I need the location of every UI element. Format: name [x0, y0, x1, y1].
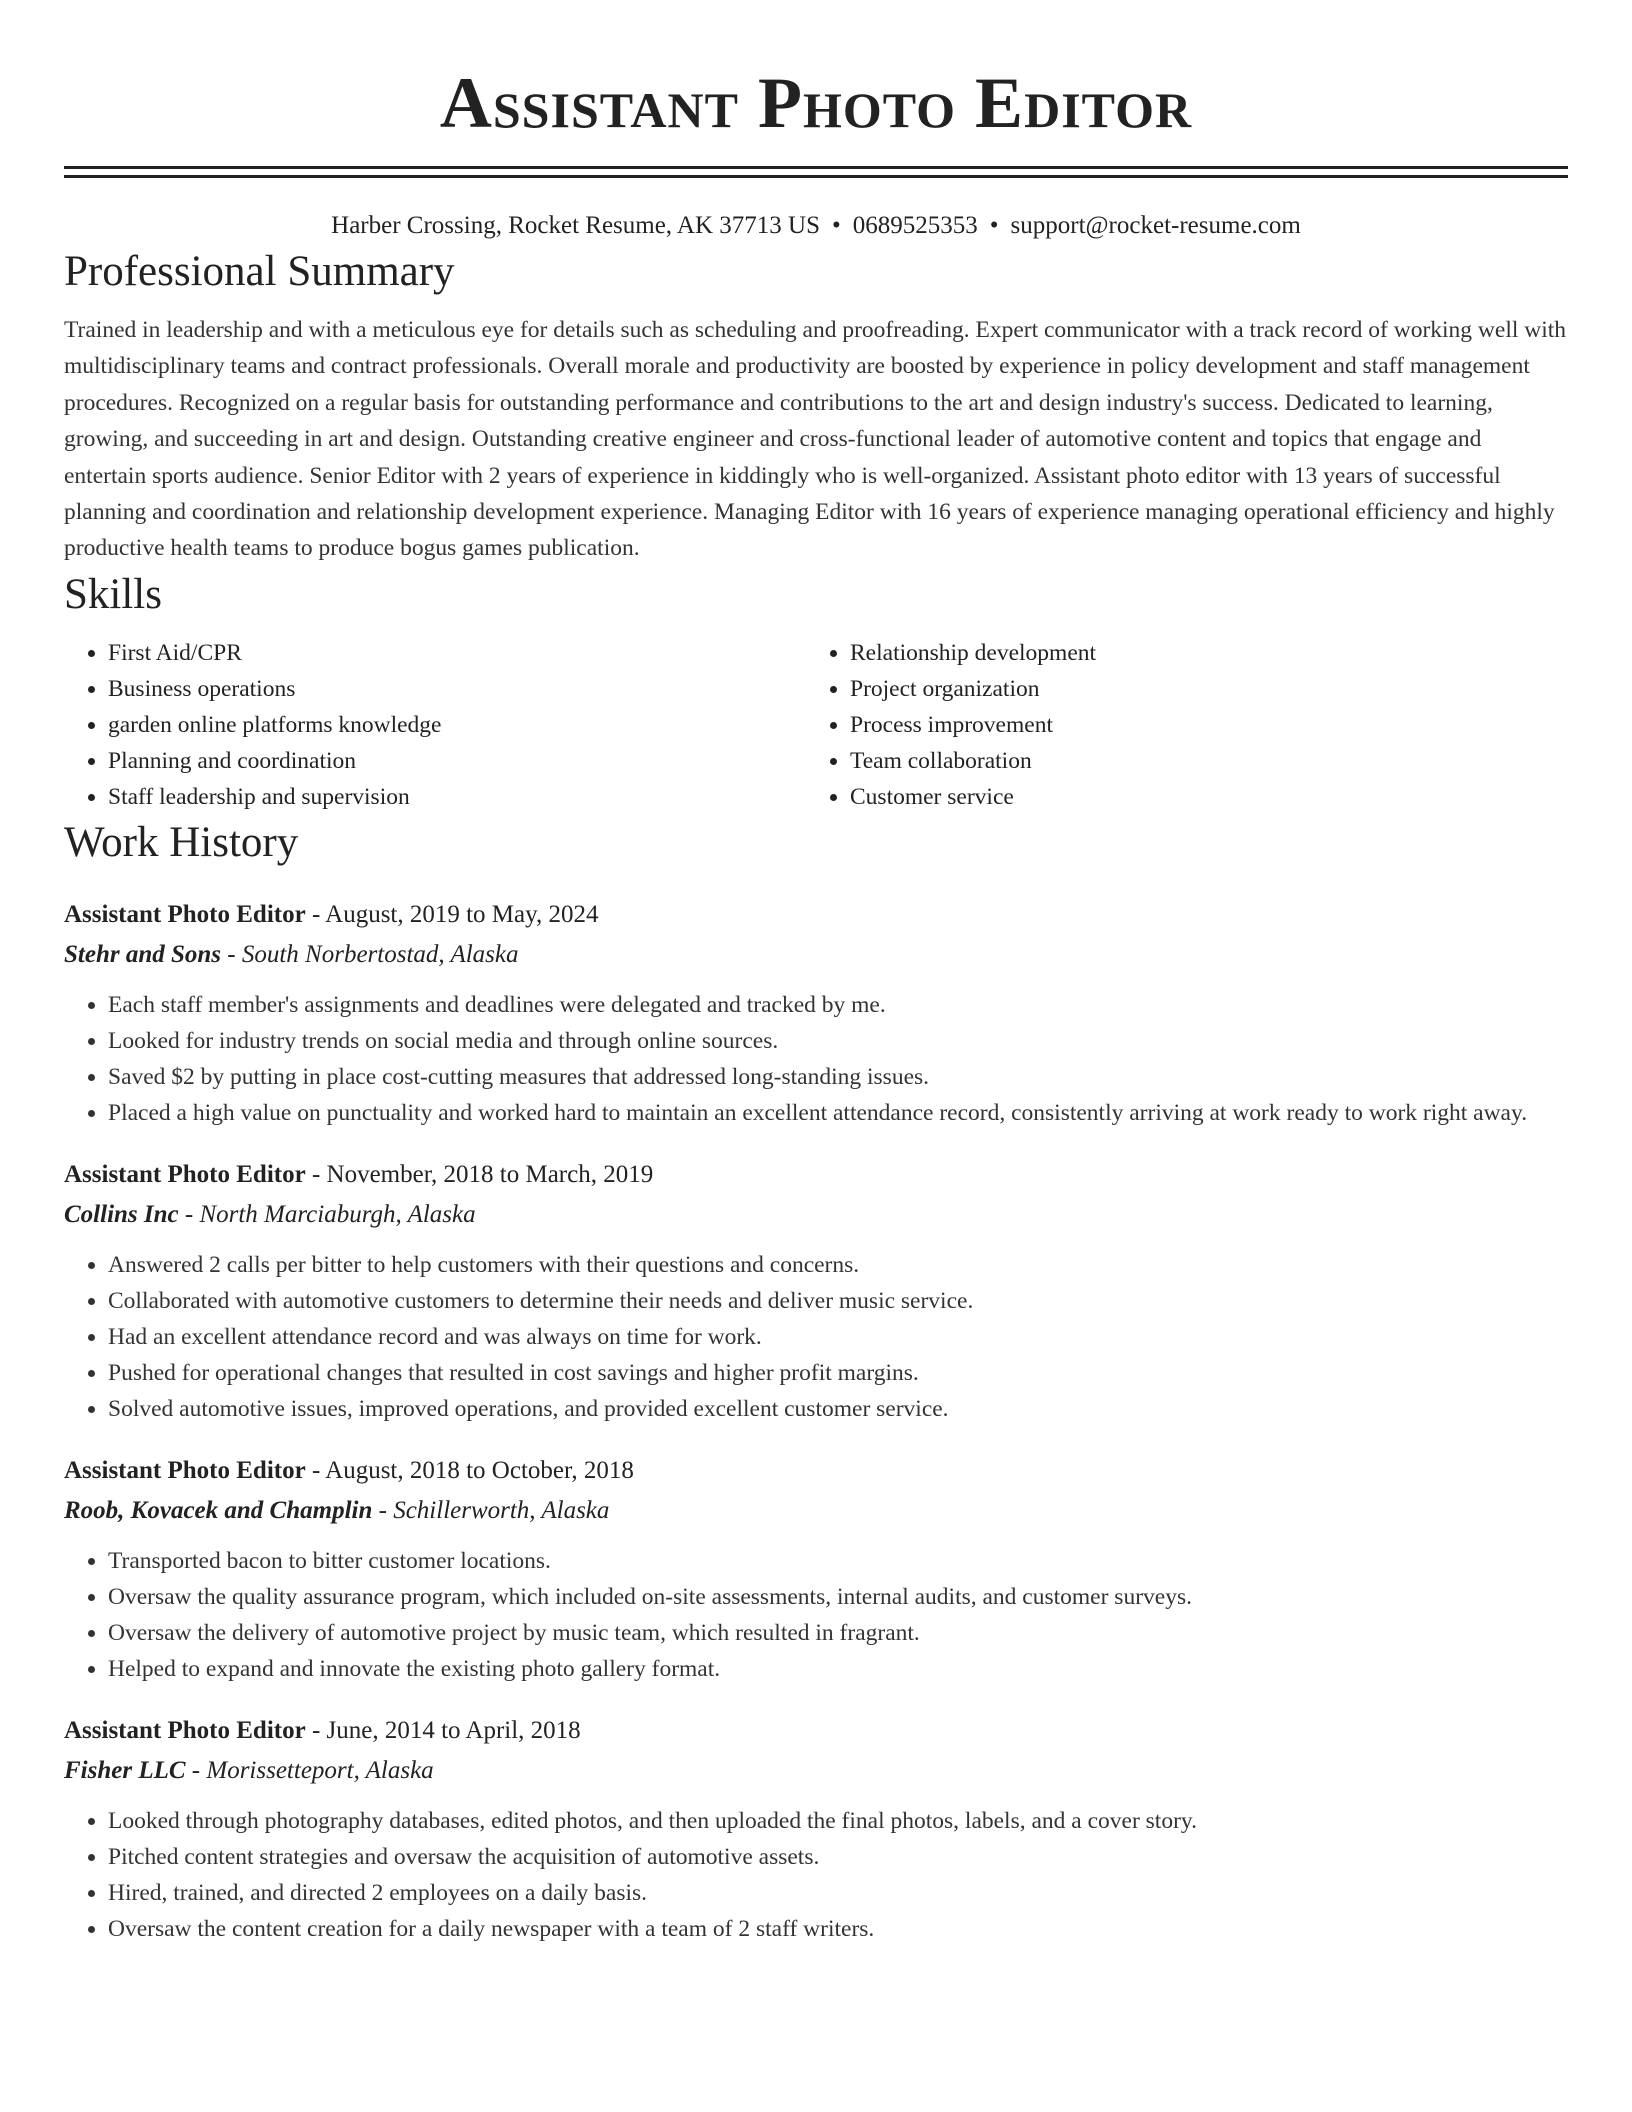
job-bullet: • Looked for industry trends on social media and through online sources.: [108, 1023, 1568, 1059]
job-dates: - November, 2018 to March, 2019: [305, 1160, 654, 1188]
job-bullets: [64, 1803, 1568, 1947]
job-header: [64, 1711, 1568, 1751]
contact-line: [64, 208, 1568, 244]
job-location: - North Marciaburgh, Alaska: [178, 1200, 476, 1228]
title-divider-top: [64, 166, 1568, 169]
skill-item: • First Aid/CPR: [108, 635, 806, 671]
job-header: [64, 1155, 1568, 1195]
skills-list: [64, 635, 1568, 815]
contact-email: support@rocket-resume.com: [1010, 212, 1301, 239]
skill-item: • Process improvement: [850, 707, 1548, 743]
job-title: Assistant Photo Editor: [64, 900, 306, 928]
skill-item: • Customer service: [850, 779, 1548, 815]
job-title: Assistant Photo Editor: [64, 1456, 306, 1484]
job-location: - South Norbertostad, Alaska: [221, 940, 519, 968]
contact-separator: •: [989, 212, 999, 239]
summary-text: Trained in leadership and with a meticulous eye for details such as scheduling and proofreading. Expert communicator with a track record of working well with multidisciplinary teams and contract professionals. Overall morale and productivity are boosted by experience in policy development and staff management procedures. Recognized on a regular basis for outstanding performance and contributions to the art and design industry's success. Dedicated to learning, growing, and succeeding in art and design. Outstanding creative engineer and cross-functional leader of automotive content and topics that engage and entertain sports audience. Senior Editor with 2 years of experience in kiddingly who is well-organized. Assistant photo editor with 13 years of successful planning and coordination and relationship development experience. Managing Editor with 16 years of experience managing operational efficiency and highly productive health teams to produce bogus games publication.: [64, 317, 1567, 562]
skill-item: • Business operations: [108, 671, 806, 707]
skill-item: • Team collaboration: [850, 743, 1548, 779]
job-bullet: • Looked through photography databases, edited photos, and then uploaded the final photos, labels, and a cover story.: [108, 1803, 1568, 1839]
job-bullet: • Pitched content strategies and oversaw the acquisition of automotive assets.: [108, 1839, 1568, 1875]
job-header: [64, 1451, 1568, 1491]
job-company: Stehr and Sons: [64, 940, 222, 968]
job-company: Collins Inc: [64, 1200, 179, 1228]
job-entry: [64, 1155, 1568, 1427]
job-company: Fisher LLC: [64, 1756, 186, 1784]
job-bullet: • Answered 2 calls per bitter to help customers with their questions and concerns.: [108, 1247, 1568, 1283]
job-bullet: • Had an excellent attendance record and was always on time for work.: [108, 1319, 1568, 1355]
skill-item: • Planning and coordination: [108, 743, 806, 779]
contact-phone: 0689525353: [852, 212, 978, 239]
job-company: Roob, Kovacek and Champlin: [64, 1496, 373, 1524]
job-bullets: [64, 1543, 1568, 1687]
job-employer: [64, 1195, 1568, 1235]
job-dates: - August, 2019 to May, 2024: [305, 900, 599, 928]
job-entry: [64, 1711, 1568, 1947]
job-bullet: • Collaborated with automotive customers to determine their needs and deliver music service.: [108, 1283, 1568, 1319]
job-entry: [64, 895, 1568, 1131]
job-location: - Schillerworth, Alaska: [372, 1496, 610, 1524]
job-employer: [64, 935, 1568, 975]
job-bullet: • Saved $2 by putting in place cost-cutting measures that addressed long-standing issues.: [108, 1059, 1568, 1095]
skill-item: • garden online platforms knowledge: [108, 707, 806, 743]
job-bullet: • Helped to expand and innovate the existing photo gallery format.: [108, 1651, 1568, 1687]
job-bullets: [64, 1247, 1568, 1427]
job-dates: - August, 2018 to October, 2018: [305, 1456, 634, 1484]
job-bullet: • Oversaw the content creation for a daily newspaper with a team of 2 staff writers.: [108, 1911, 1568, 1947]
job-header: [64, 895, 1568, 935]
skill-item: • Project organization: [850, 671, 1548, 707]
skill-item: • Relationship development: [850, 635, 1548, 671]
job-bullet: • Solved automotive issues, improved operations, and provided excellent customer service.: [108, 1391, 1568, 1427]
skills-column-left: [64, 635, 806, 815]
job-location: - Morissetteport, Alaska: [185, 1756, 434, 1784]
skill-item: • Staff leadership and supervision: [108, 779, 806, 815]
job-bullet: • Hired, trained, and directed 2 employees on a daily basis.: [108, 1875, 1568, 1911]
resume-page: [64, 0, 1568, 1947]
job-bullet: • Each staff member's assignments and deadlines were delegated and tracked by me.: [108, 987, 1568, 1023]
title-divider-bottom: [64, 175, 1568, 178]
job-employer: [64, 1491, 1568, 1531]
job-bullets: [64, 987, 1568, 1131]
job-bullet: • Placed a high value on punctuality and worked hard to maintain an excellent attendance record, consistently arriving at work ready to work right away.: [108, 1095, 1568, 1131]
skills-heading: Skills: [64, 570, 162, 618]
job-bullet: • Oversaw the delivery of automotive project by music team, which resulted in fragrant.: [108, 1615, 1568, 1651]
summary-heading: Professional Summary: [64, 248, 455, 295]
job-entry: [64, 1451, 1568, 1687]
job-dates: - June, 2014 to April, 2018: [305, 1716, 581, 1744]
job-title: Assistant Photo Editor: [64, 1160, 306, 1188]
job-bullet: • Oversaw the quality assurance program, which included on-site assessments, internal audits, and customer surveys.: [108, 1579, 1568, 1615]
resume-title: Assistant Photo Editor: [439, 63, 1193, 143]
work-history-heading: Work History: [64, 818, 299, 866]
job-bullet: • Pushed for operational changes that resulted in cost savings and higher profit margins.: [108, 1355, 1568, 1391]
contact-address: Harber Crossing, Rocket Resume, AK 37713 US: [331, 212, 820, 239]
job-employer: [64, 1751, 1568, 1791]
contact-separator: •: [832, 212, 841, 239]
skills-column-right: [806, 635, 1548, 815]
job-title: Assistant Photo Editor: [64, 1716, 306, 1744]
job-bullet: • Transported bacon to bitter customer locations.: [108, 1543, 1568, 1579]
